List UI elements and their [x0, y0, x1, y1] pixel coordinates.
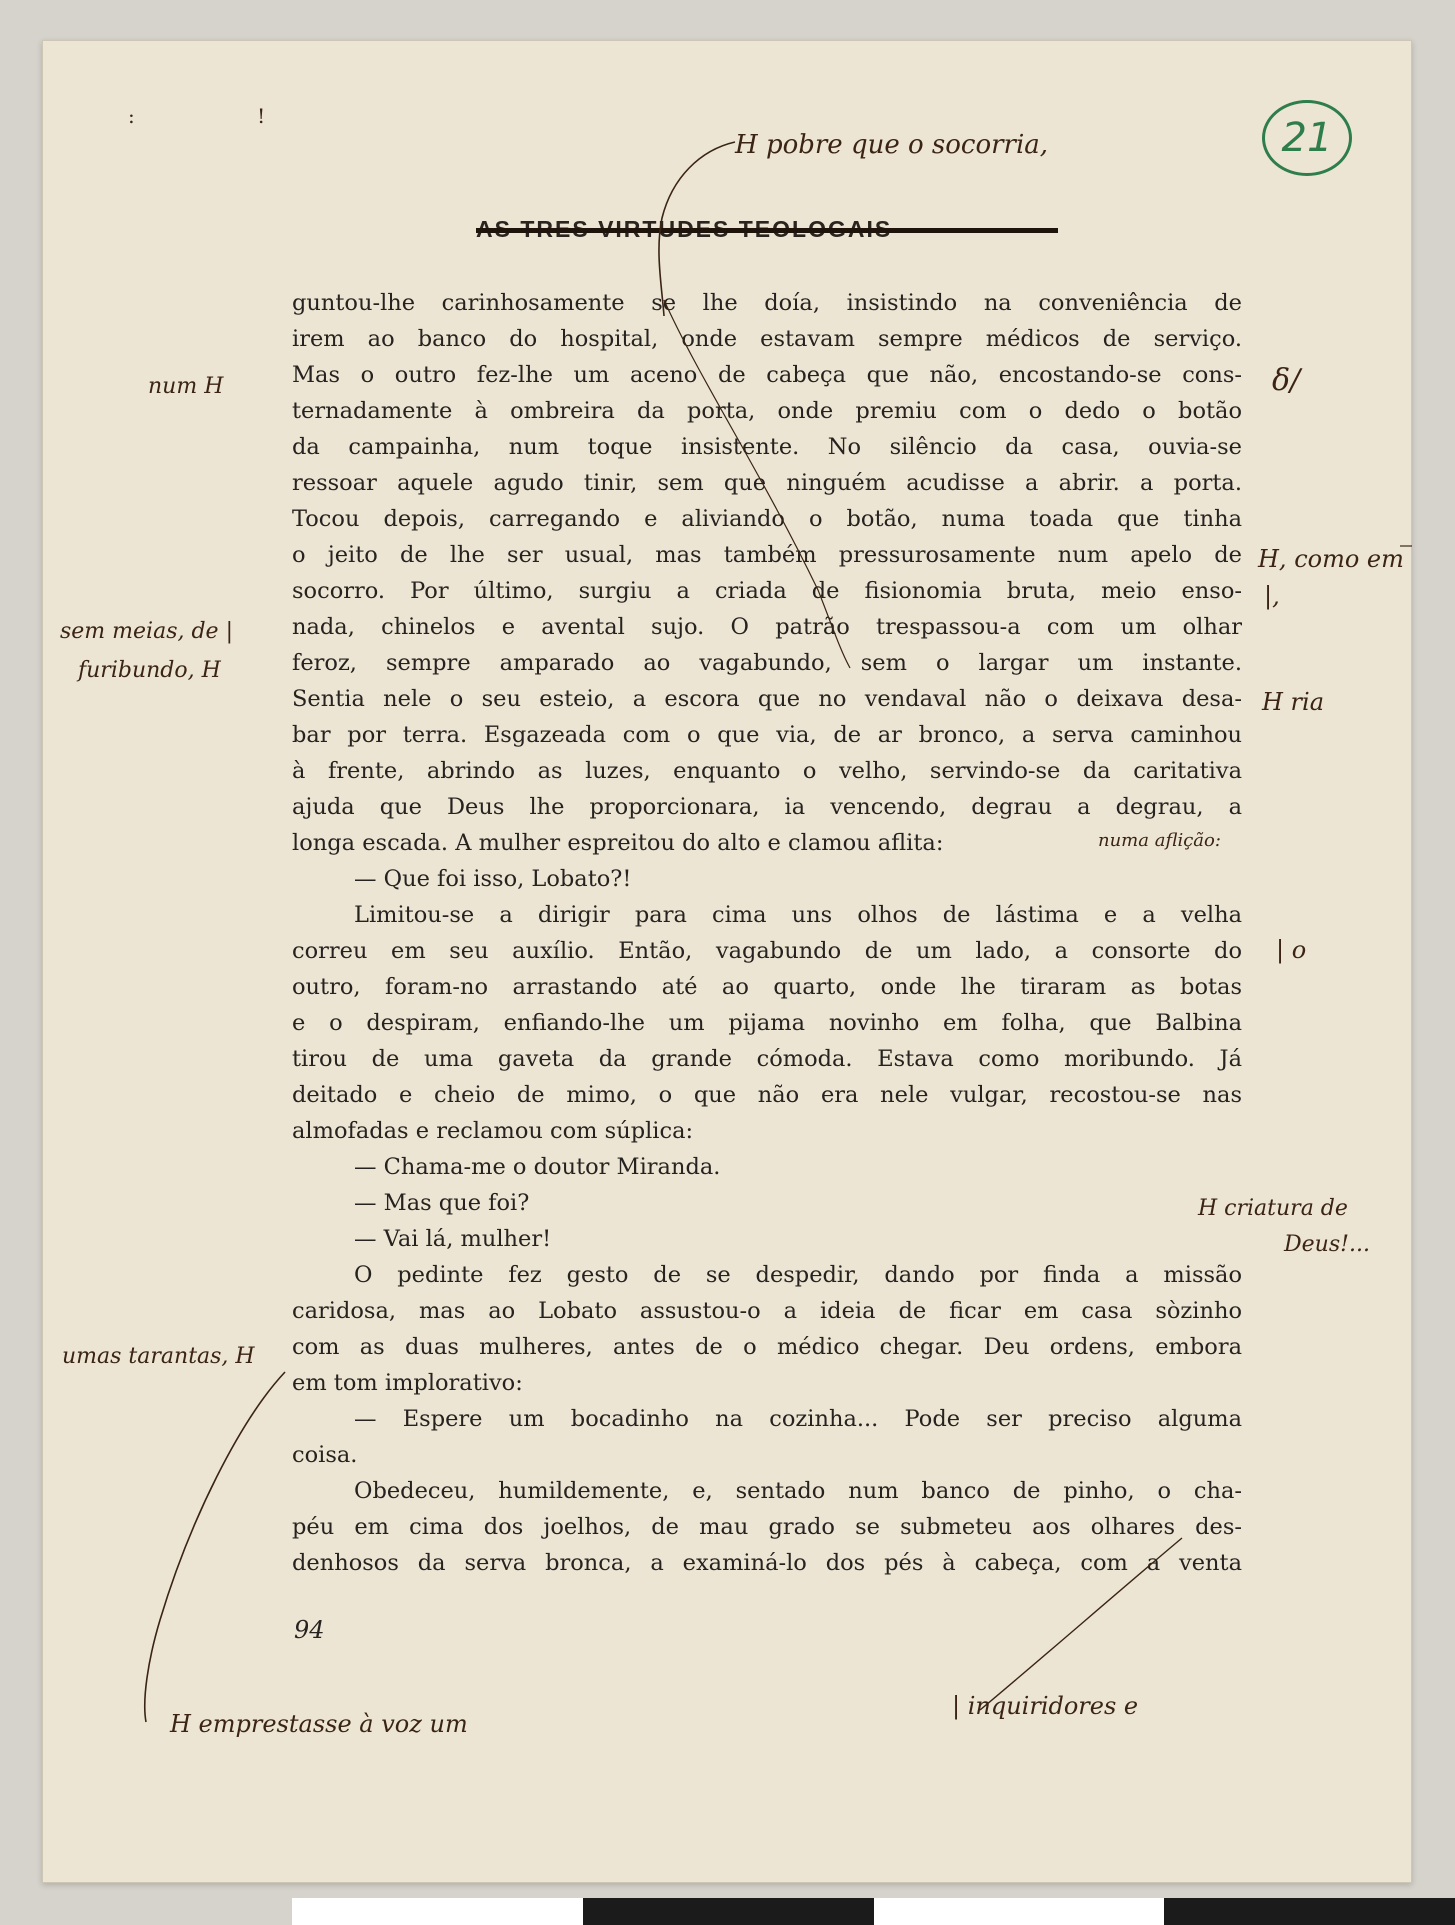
text-line: guntou-lhe carinhosamente se lhe doía, insistindo na conveniência de — [292, 290, 1242, 316]
text-line: ternadamente à ombreira da porta, onde premiu com o dedo o botão — [292, 398, 1242, 424]
insertion-line-diagonal — [664, 300, 850, 668]
ruler-segment — [874, 1898, 1165, 1925]
text-line: O pedinte fez gesto de se despedir, dando por finda a missão — [354, 1262, 1242, 1288]
calibration-ruler — [292, 1898, 1455, 1925]
text-line: — Mas que foi? — [354, 1190, 530, 1216]
text-line: caridosa, mas ao Lobato assustou-o a ideia de ficar em casa sòzinho — [292, 1298, 1242, 1324]
text-line: correu em seu auxílio. Então, vagabundo de um lado, a consorte do — [292, 938, 1242, 964]
text-line: Mas o outro fez-lhe um aceno de cabeça que não, encostando-se cons- — [292, 362, 1242, 388]
text-line: — Chama-me o doutor Miranda. — [354, 1154, 721, 1180]
insertion-line-top — [659, 142, 735, 316]
note-delete-mark: δ/ — [1272, 363, 1301, 398]
ruler-segment — [292, 1898, 583, 1925]
ruler-segment — [583, 1898, 874, 1925]
note-furibundo: furibundo, H — [78, 658, 221, 683]
note-sem-meias: sem meias, de | — [60, 619, 233, 644]
note-numa-aflicao: numa aflição: — [1098, 830, 1221, 851]
text-line: deitado e cheio de mimo, o que não era nele vulgar, recostou-se nas — [292, 1082, 1242, 1108]
text-line: e o despiram, enfiando-lhe um pijama novinho em folha, que Balbina — [292, 1010, 1242, 1036]
text-line: feroz, sempre amparado ao vagabundo, sem o largar um instante. — [292, 650, 1242, 676]
note-tarantas: umas tarantas, H — [62, 1344, 255, 1369]
note-como-em: H, como em — [1258, 545, 1404, 573]
text-line: — Que foi isso, Lobato?! — [354, 866, 632, 892]
text-line: ajuda que Deus lhe proporcionara, ia vencendo, degrau a degrau, a — [292, 794, 1242, 820]
ruler-segment — [1164, 1898, 1455, 1925]
text-line: em tom implorativo: — [292, 1370, 523, 1396]
text-line: Obedeceu, humildemente, e, sentado num banco de pinho, o cha- — [354, 1478, 1242, 1504]
text-line: ressoar aquele agudo tinir, sem que ninguém acudisse a abrir. a porta. — [292, 470, 1242, 496]
text-line: irem ao banco do hospital, onde estavam sempre médicos de serviço. — [292, 326, 1242, 352]
text-line: longa escada. A mulher espreitou do alto e clamou aflita: — [292, 830, 944, 856]
note-deus: Deus!... — [1284, 1232, 1370, 1257]
note-o: | o — [1276, 936, 1307, 964]
text-line: bar por terra. Esgazeada com o que via, de ar bronco, a serva caminhou — [292, 722, 1242, 748]
text-line: coisa. — [292, 1442, 358, 1468]
text-line: da campainha, num toque insistente. No silêncio da casa, ouvia-se — [292, 434, 1242, 460]
page-number: 94 — [294, 1616, 325, 1644]
text-line: almofadas e reclamou com súplica: — [292, 1118, 694, 1144]
note-ria: H ria — [1262, 688, 1325, 716]
text-line: à frente, abrindo as luzes, enquanto o velho, servindo-se da caritativa — [292, 758, 1242, 784]
text-line: com as duas mulheres, antes de o médico chegar. Deu ordens, embora — [292, 1334, 1242, 1360]
insertion-line-left — [145, 1372, 285, 1722]
text-line: denhosos da serva bronca, a examiná-lo dos pés à cabeça, com a venta — [292, 1550, 1242, 1576]
text-line: tirou de uma gaveta da grande cómoda. Estava como moribundo. Já — [292, 1046, 1242, 1072]
text-line: péu em cima dos joelhos, de mau grado se submeteu aos olhares des- — [292, 1514, 1242, 1540]
note-top-insertion: H pobre que o socorria, — [735, 130, 1049, 160]
text-line: nada, chinelos e avental sujo. O patrão trespassou-a com um olhar — [292, 614, 1242, 640]
note-comma: |, — [1264, 582, 1280, 610]
text-line: — Espere um bocadinho na cozinha... Pode ser preciso alguma — [354, 1406, 1242, 1432]
corner-marks: : ! — [128, 104, 324, 128]
note-emprestasse: H emprestasse à voz um — [170, 1710, 468, 1738]
note-inquiridores: | inquiridores e — [952, 1692, 1139, 1720]
folio-number: 21 — [1262, 100, 1352, 176]
note-criatura: H criatura de — [1198, 1196, 1348, 1221]
text-line: — Vai lá, mulher! — [354, 1226, 552, 1252]
insertion-line-bottom-right — [980, 1538, 1182, 1710]
text-line: Limitou-se a dirigir para cima uns olhos de lástima e a velha — [354, 902, 1242, 928]
text-line: Sentia nele o seu esteio, a escora que no vendaval não o deixava desa- — [292, 686, 1242, 712]
text-line: o jeito de lhe ser usual, mas também pressurosamente num apelo de — [292, 542, 1242, 568]
text-line: socorro. Por último, surgiu a criada de fisionomia bruta, meio enso- — [292, 578, 1242, 604]
text-line: outro, foram-no arrastando até ao quarto, onde lhe tiraram as botas — [292, 974, 1242, 1000]
note-num: num H — [148, 374, 224, 399]
text-line: Tocou depois, carregando e aliviando o botão, numa toada que tinha — [292, 506, 1242, 532]
